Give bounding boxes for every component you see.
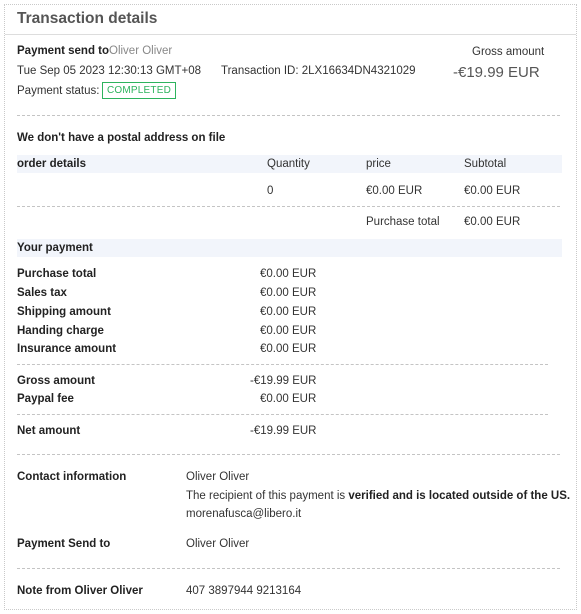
transaction-id: Transaction ID: 2LX16634DN4321029	[221, 65, 416, 77]
payment-line-value: €0.00 EUR	[260, 343, 317, 355]
purchase-total-value: €0.00 EUR	[464, 216, 521, 228]
note-value: 407 3897944 9213164	[186, 585, 302, 597]
transaction-datetime: Tue Sep 05 2023 12:30:13 GMT+08	[17, 65, 202, 77]
paypal-fee-value: €0.00 EUR	[260, 393, 317, 405]
payment-line-label: Sales tax	[17, 287, 67, 299]
quantity-header: Quantity	[267, 158, 310, 170]
gross-amount-row-value: -€19.99 EUR	[250, 375, 317, 387]
order-item-quantity: 0	[267, 185, 274, 197]
gross-amount-label: Gross amount	[472, 46, 545, 58]
verification-note-status: verified and is located outside of the US.	[348, 490, 571, 502]
divider	[17, 568, 560, 569]
divider	[17, 206, 560, 207]
payment-status-label: Payment status:	[17, 85, 100, 97]
payment-line-value: €0.00 EUR	[260, 287, 317, 299]
status-badge: COMPLETED	[102, 82, 176, 99]
note-label: Note from Oliver Oliver	[17, 585, 143, 597]
divider	[17, 364, 548, 365]
divider	[17, 454, 560, 455]
your-payment-title: Your payment	[17, 242, 93, 254]
payment-line-label: Shipping amount	[17, 306, 111, 318]
net-amount-label: Net amount	[17, 425, 81, 437]
transaction-details-panel	[4, 4, 577, 610]
panel-header	[5, 5, 576, 35]
contact-email[interactable]: morenafusca@libero.it	[186, 508, 302, 520]
gross-amount-row-label: Gross amount	[17, 375, 95, 387]
verification-note-prefix: The recipient of this payment is	[186, 490, 349, 502]
paypal-fee-label: Paypal fee	[17, 393, 74, 405]
recipient-name[interactable]: Oliver Oliver	[109, 45, 173, 57]
payment-line-label: Insurance amount	[17, 343, 117, 355]
postal-address-notice: We don't have a postal address on file	[17, 132, 226, 144]
payment-send-to-row-value: Oliver Oliver	[186, 538, 250, 550]
divider	[17, 115, 560, 116]
payment-line-label: Purchase total	[17, 268, 97, 280]
purchase-total-label: Purchase total	[366, 216, 440, 228]
divider	[17, 414, 548, 415]
payment-line-value: €0.00 EUR	[260, 325, 317, 337]
order-details-header: order details	[17, 158, 87, 170]
order-item-subtotal: €0.00 EUR	[464, 185, 521, 197]
gross-amount-value: -€19.99 EUR	[453, 64, 540, 81]
recipient-verification-note	[186, 490, 570, 502]
your-payment-header	[17, 239, 562, 257]
contact-information-label: Contact information	[17, 471, 127, 483]
payment-line-label: Handing charge	[17, 325, 104, 337]
payment-line-value: €0.00 EUR	[260, 306, 317, 318]
payment-send-to-label: Payment send to	[17, 45, 110, 57]
subtotal-header: Subtotal	[464, 158, 507, 170]
payment-line-value: €0.00 EUR	[260, 268, 317, 280]
price-header: price	[366, 158, 391, 170]
payment-send-to-row-label: Payment Send to	[17, 538, 111, 550]
page-title: Transaction details	[17, 10, 158, 27]
order-item-price: €0.00 EUR	[366, 185, 423, 197]
contact-name: Oliver Oliver	[186, 471, 250, 483]
net-amount-value: -€19.99 EUR	[250, 425, 317, 437]
